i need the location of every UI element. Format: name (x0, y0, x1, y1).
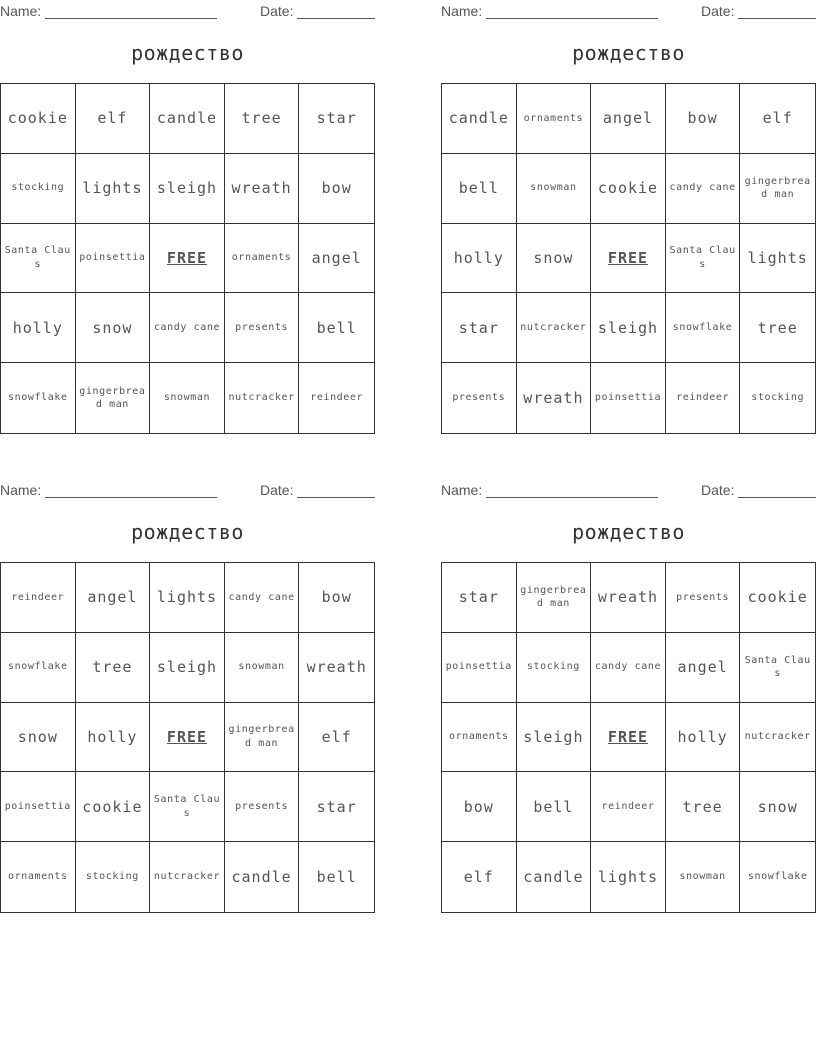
bingo-cell: presents (225, 293, 300, 363)
bingo-cell: candle (442, 84, 517, 154)
bingo-cell: lights (150, 563, 225, 633)
bingo-cell: wreath (225, 154, 300, 224)
bingo-cell: cookie (591, 154, 666, 224)
bingo-cell: reindeer (666, 363, 741, 433)
bingo-cell: candle (517, 842, 592, 912)
bingo-cell: poinsettia (76, 224, 151, 294)
bingo-cell: candy cane (225, 563, 300, 633)
bingo-cell: lights (76, 154, 151, 224)
bingo-cell: poinsettia (591, 363, 666, 433)
bingo-cell: cookie (740, 563, 815, 633)
bingo-cell: candle (150, 84, 225, 154)
bingo-cell: snowflake (666, 293, 741, 363)
bingo-cell: Santa Claus (150, 772, 225, 842)
name-line (45, 18, 217, 19)
bingo-card-1 (0, 0, 375, 440)
bingo-cell: nutcracker (740, 703, 815, 773)
bingo-cell: presents (225, 772, 300, 842)
bingo-cell: angel (666, 633, 741, 703)
bingo-cell: holly (666, 703, 741, 773)
bingo-cell: snowman (666, 842, 741, 912)
bingo-cell: cookie (1, 84, 76, 154)
date-label: Date: (701, 482, 735, 498)
bingo-cell: wreath (517, 363, 592, 433)
bingo-cell: snowflake (1, 633, 76, 703)
bingo-cell: nutcracker (150, 842, 225, 912)
bingo-cell: star (442, 563, 517, 633)
card-header (0, 482, 375, 500)
bingo-cell: gingerbread man (517, 563, 592, 633)
bingo-cell: angel (299, 224, 374, 294)
card-title: рождество (572, 520, 685, 544)
bingo-cell: holly (442, 224, 517, 294)
bingo-cell: sleigh (517, 703, 592, 773)
bingo-cell: bell (517, 772, 592, 842)
free-space: FREE (591, 224, 666, 294)
card-title: рождество (131, 41, 244, 65)
card-title: рождество (131, 520, 244, 544)
bingo-cell: snowman (225, 633, 300, 703)
bingo-cell: snow (740, 772, 815, 842)
bingo-cell: bell (299, 293, 374, 363)
date-line (738, 497, 816, 498)
bingo-cell: bow (442, 772, 517, 842)
bingo-card-4 (441, 479, 816, 919)
bingo-cell: reindeer (1, 563, 76, 633)
bingo-cell: holly (76, 703, 151, 773)
bingo-cell: ornaments (225, 224, 300, 294)
bingo-cell: cookie (76, 772, 151, 842)
bingo-cell: star (442, 293, 517, 363)
bingo-cell: ornaments (1, 842, 76, 912)
name-line (486, 497, 658, 498)
bingo-cell: angel (76, 563, 151, 633)
bingo-cell: elf (740, 84, 815, 154)
bingo-cell: presents (442, 363, 517, 433)
bingo-cell: sleigh (150, 633, 225, 703)
name-label: Name: (0, 3, 42, 19)
bingo-cell: Santa Claus (740, 633, 815, 703)
name-label: Name: (441, 482, 483, 498)
bingo-cell: star (299, 84, 374, 154)
bingo-cell: Santa Claus (666, 224, 741, 294)
free-space: FREE (591, 703, 666, 773)
bingo-cell: wreath (299, 633, 374, 703)
card-header (0, 3, 375, 21)
name-label: Name: (0, 482, 42, 498)
bingo-cell: star (299, 772, 374, 842)
bingo-cell: snowman (150, 363, 225, 433)
bingo-cell: stocking (517, 633, 592, 703)
bingo-cell: snowflake (1, 363, 76, 433)
bingo-cell: elf (299, 703, 374, 773)
bingo-cell: presents (666, 563, 741, 633)
bingo-cell: candy cane (666, 154, 741, 224)
bingo-cell: bell (316, 867, 357, 886)
card-title: рождество (572, 41, 685, 65)
date-line (297, 497, 375, 498)
bingo-cell: bow (299, 154, 374, 224)
card-header (441, 482, 816, 500)
bingo-grid (0, 562, 375, 913)
bingo-card-2 (441, 0, 816, 440)
bingo-cell: tree (225, 84, 300, 154)
bingo-grid (441, 562, 816, 913)
card-header (441, 3, 816, 21)
bingo-cell: ornaments (442, 703, 517, 773)
bingo-cell: elf (442, 842, 517, 912)
bingo-card-3 (0, 479, 375, 919)
bingo-cell: poinsettia (442, 633, 517, 703)
bingo-cell: tree (740, 293, 815, 363)
bingo-cell: holly (1, 293, 76, 363)
bingo-cell: snow (517, 224, 592, 294)
bingo-cell: bow (299, 563, 374, 633)
bingo-cell: bow (666, 84, 741, 154)
date-line (738, 18, 816, 19)
bingo-cell: gingerbread man (225, 703, 300, 773)
bingo-cell: sleigh (150, 154, 225, 224)
bingo-cell: gingerbread man (76, 363, 151, 433)
bingo-cell: reindeer (310, 392, 364, 404)
bingo-cell: tree (666, 772, 741, 842)
bingo-cell: tree (76, 633, 151, 703)
bingo-cell: candy cane (150, 293, 225, 363)
date-label: Date: (260, 482, 294, 498)
bingo-cell: angel (591, 84, 666, 154)
bingo-cell: stocking (1, 154, 76, 224)
bingo-cell: lights (591, 842, 666, 912)
bingo-cell: wreath (591, 563, 666, 633)
bingo-cell: candle (225, 842, 300, 912)
bingo-cell: nutcracker (225, 363, 300, 433)
bingo-cell: stocking (751, 392, 805, 404)
bingo-cell: snowman (517, 154, 592, 224)
bingo-cell: snow (76, 293, 151, 363)
bingo-cell: ornaments (517, 84, 592, 154)
free-space: FREE (150, 703, 225, 773)
bingo-cell: elf (76, 84, 151, 154)
bingo-cell: snow (1, 703, 76, 773)
bingo-grid (0, 83, 375, 434)
bingo-cell: sleigh (591, 293, 666, 363)
bingo-cell: snowflake (747, 871, 808, 883)
bingo-cell: Santa Claus (1, 224, 76, 294)
bingo-cell: candy cane (591, 633, 666, 703)
bingo-cell: lights (740, 224, 815, 294)
free-space: FREE (150, 224, 225, 294)
bingo-cell: poinsettia (1, 772, 76, 842)
name-line (486, 18, 658, 19)
bingo-cell: stocking (76, 842, 151, 912)
date-line (297, 18, 375, 19)
bingo-grid (441, 83, 816, 434)
date-label: Date: (701, 3, 735, 19)
bingo-cell: bell (442, 154, 517, 224)
name-line (45, 497, 217, 498)
name-label: Name: (441, 3, 483, 19)
bingo-cell: nutcracker (517, 293, 592, 363)
bingo-cell: gingerbread man (740, 154, 815, 224)
date-label: Date: (260, 3, 294, 19)
bingo-cell: reindeer (591, 772, 666, 842)
